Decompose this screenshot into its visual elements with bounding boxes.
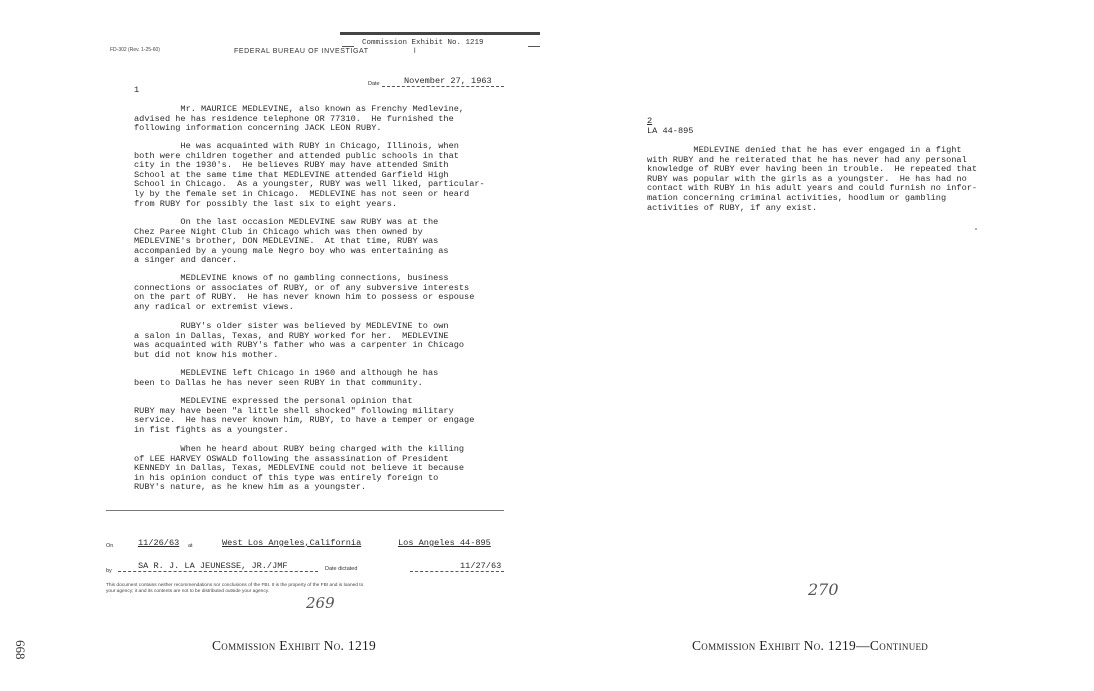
paragraph-7: MEDLEVINE expressed the personal opinion that RUBY may have been "a little shell shocked" following military service. He has never known him, RUBY, to have a temper or engage in fist fights as a youngster. bbox=[134, 396, 475, 435]
commission-stamp: Commission Exhibit No. 1219 bbox=[362, 39, 484, 47]
file-number: Los Angeles 44-895 bbox=[398, 538, 491, 548]
page-number: 1 bbox=[134, 85, 140, 95]
date-line bbox=[382, 86, 504, 87]
by-label: by bbox=[106, 568, 112, 574]
document-date: November 27, 1963 bbox=[404, 76, 492, 86]
dictated-date: 11/27/63 bbox=[460, 561, 502, 571]
agent-line bbox=[118, 571, 318, 572]
agent-name: SA R. J. LA JEUNESSE, JR./JMF bbox=[138, 561, 288, 571]
dictated-label: Date dictated bbox=[325, 566, 358, 572]
stamp-dash-left bbox=[342, 46, 354, 47]
agency-header-tail: l bbox=[414, 48, 417, 55]
interview-date: 11/26/63 bbox=[138, 538, 180, 548]
form-number: FD-302 (Rev. 1-25-60) bbox=[110, 47, 160, 53]
paragraph-1: Mr. MAURICE MEDLEVINE, also known as Frenchy Medlevine, advised he has residence telephone OR 77310. He furnished the following information concerning JACK LEON RUBY. bbox=[134, 104, 465, 134]
paragraph-6: MEDLEVINE left Chicago in 1960 and although he has been to Dallas he has never seen RUBY in that community. bbox=[134, 368, 439, 388]
body-end-rule bbox=[106, 510, 504, 511]
handwritten-page-number-right: 270 bbox=[808, 580, 839, 599]
exhibit-caption-right: Commission Exhibit No. 1219—Continued bbox=[692, 638, 929, 653]
handwritten-page-number-left: 269 bbox=[306, 594, 335, 612]
stamp-top-rule bbox=[340, 32, 540, 35]
paragraph-4: MEDLEVINE knows of no gambling connections, business connections or associates of RUBY, or of any subversive interests on the part of RUBY. He has never known him to possess or espouse any radical or extremist views. bbox=[134, 273, 475, 312]
continued-paragraph: MEDLEVINE denied that he has ever engaged in a fight with RUBY and he reiterated that he has never had any personal knowledge of RUBY ever having been in trouble. He repeated that RUBY was popular with the girls as a youngster. He has had no contact with RUBY in his adult years and could furnish no infor- mation concerning criminal activities, hoodlum or gambling activities of RUBY, if any exist. bbox=[647, 145, 978, 213]
continued-page-number: 2 bbox=[647, 116, 653, 126]
dictated-line bbox=[410, 571, 504, 572]
paragraph-3: On the last occasion MEDLEVINE saw RUBY was at the Chez Paree Night Club in Chicago which was then owned by MEDLEVINE's brother, DON MEDLEVINE. At that time, RUBY was accompanied by a young male Negro boy who was entertaining as a singer and dancer. bbox=[134, 217, 449, 266]
exhibit-caption-left: Commission Exhibit No. 1219 bbox=[212, 638, 377, 653]
paragraph-8: When he heard about RUBY being charged with the killing of LEE HARVEY OSWALD following the assassination of President KENNEDY in Dallas, Texas, MEDLEVINE could not believe it because in his opinion conduct of this type was entirely foreign to RUBY's nature, as he knew him as a youngster. bbox=[134, 444, 465, 493]
agency-header: FEDERAL BUREAU OF INVESTIGAT bbox=[234, 48, 369, 55]
at-label: at bbox=[188, 543, 193, 549]
speck bbox=[975, 228, 977, 230]
date-label: Date bbox=[368, 81, 380, 87]
stamp-dash-right bbox=[528, 46, 540, 47]
paragraph-5: RUBY's older sister was believed by MEDLEVINE to own a salon in Dallas, Texas, and RUBY worked for her. MEDLEVINE was acquainted with RUBY's father who was a carpenter in Chicago but did not know his mother. bbox=[134, 321, 465, 360]
side-page-number: 668 bbox=[13, 640, 28, 660]
interview-location: West Los Angeles,California bbox=[222, 538, 362, 548]
file-reference: LA 44-895 bbox=[647, 126, 694, 136]
fbi-disclaimer: This document contains neither recommendations nor conclusions of the FBI. It is the property of the FBI and is loaned to your agency; it and its contents are not to be distributed outside your agency. bbox=[106, 583, 364, 594]
paragraph-2: He was acquainted with RUBY in Chicago, Illinois, when both were children together and attended public schools in that city in the 1930's. He believes RUBY may have attended Smith School at the same time that MEDLEVINE attended Garfield High School in Chicago. As a youngster, RUBY was well liked, particular- ly by the female set in Chicago. MEDLEVINE has not seen or heard from RUBY for possibly the last six to eight years. bbox=[134, 141, 485, 209]
on-label: On bbox=[106, 543, 114, 549]
